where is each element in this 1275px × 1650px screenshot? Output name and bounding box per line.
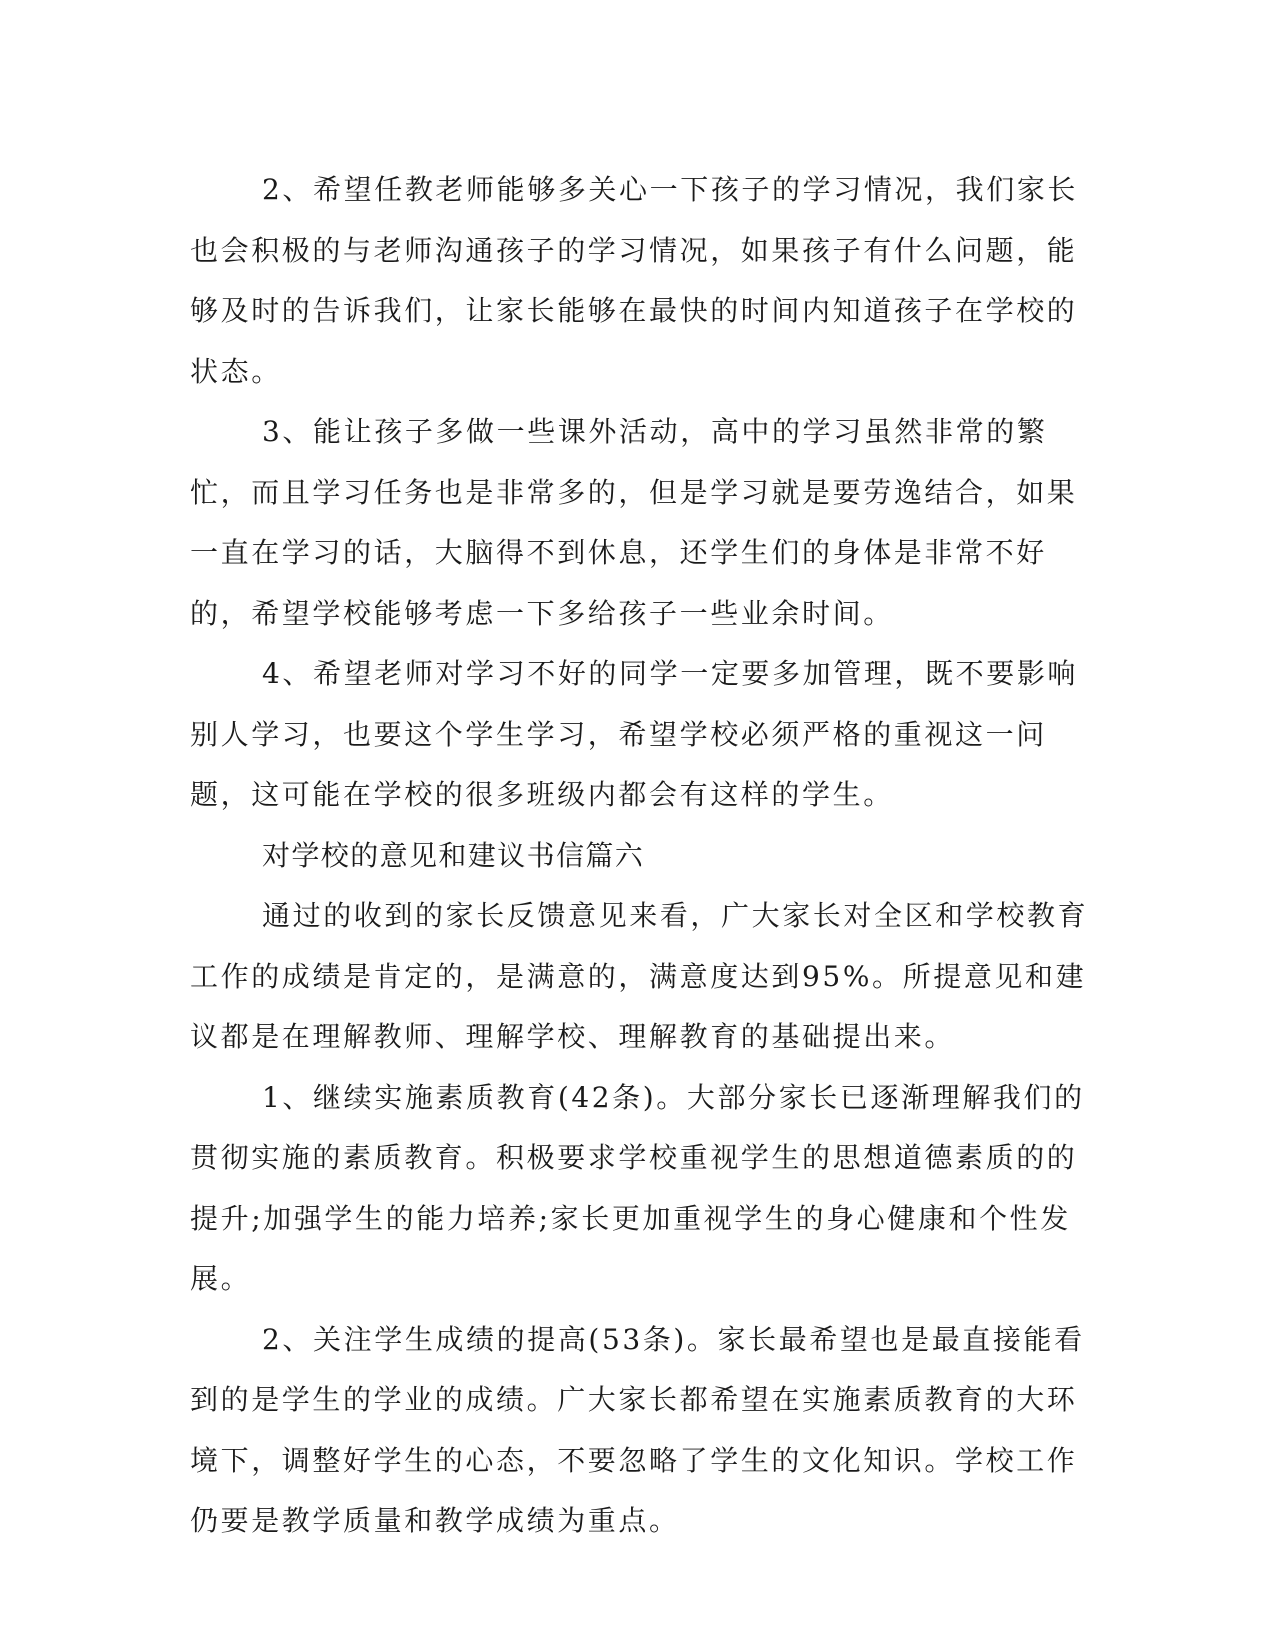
section-item-1: 1、继续实施素质教育(42条)。大部分家长已逐渐理解我们的贯彻实施的素质教育。积极要求学校重视学生的思想道德素质的的提升;加强学生的能力培养;家长更加重视学生的身心健康和个性发展。 [190,1080,1085,1295]
section-title: 对学校的意见和建议书信篇六 [262,838,645,872]
paragraph-item-3: 3、能让孩子多做一些课外活动，高中的学习虽然非常的繁忙，而且学习任务也是非常多的，但是学习就是要劳逸结合，如果一直在学习的话，大脑得不到休息，还学生们的身体是非常不好的，希望学校能够考虑一下多给孩子一些业余时间。 [190,415,1078,630]
document-body [190,160,1090,1552]
section-intro-paragraph: 通过的收到的家长反馈意见来看，广大家长对全区和学校教育工作的成绩是肯定的，是满意的，满意度达到95%。所提意见和建议都是在理解教师、理解学校、理解教育的基础提出来。 [190,899,1089,1053]
section-item-2: 2、关注学生成绩的提高(53条)。家长最希望也是最直接能看到的是学生的学业的成绩。广大家长都希望在实施素质教育的大环境下，调整好学生的心态，不要忽略了学生的文化知识。学校工作仍要是教学质量和教学成绩为重点。 [190,1322,1085,1537]
paragraph-item-4: 4、希望老师对学习不好的同学一定要多加管理，既不要影响别人学习，也要这个学生学习，希望学校必须严格的重视这一问题，这可能在学校的很多班级内都会有这样的学生。 [190,657,1079,811]
paragraph-item-2: 2、希望任教老师能够多关心一下孩子的学习情况，我们家长也会积极的与老师沟通孩子的学习情况，如果孩子有什么问题，能够及时的告诉我们，让家长能够在最快的时间内知道孩子在学校的状态。 [190,173,1079,388]
